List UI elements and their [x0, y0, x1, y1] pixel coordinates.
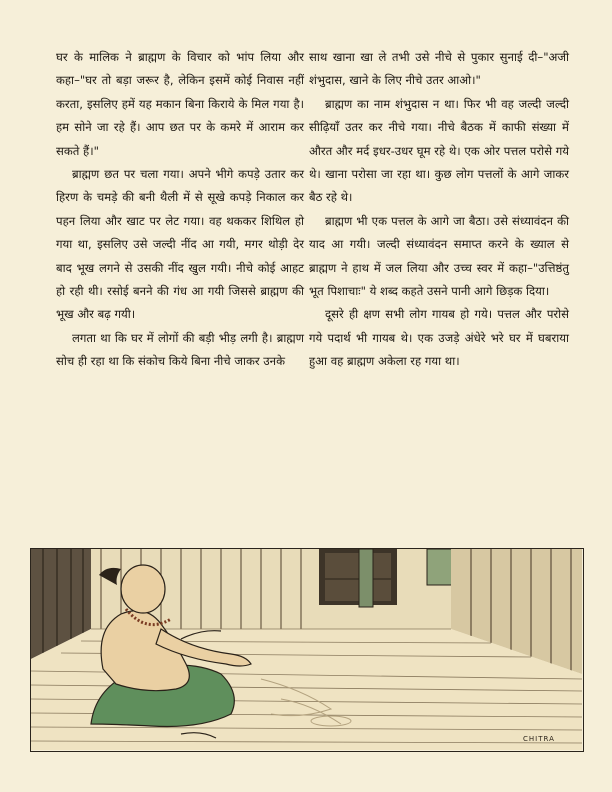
head: [121, 565, 165, 613]
paragraph: साथ खाना खा ले तभी उसे नीचे से पुकार सुनाई दी–"अजी शंभुदास, खाने के लिए नीचे उतर आओ।": [309, 50, 569, 88]
side-door: [359, 549, 373, 607]
text-column-right: [309, 46, 569, 374]
paragraph: ब्राह्मण का नाम शंभुदास न था। फिर भी वह जल्दी जल्दी सीढ़ियाँ उतर कर नीचे गया। नीचे बैठक में काफी संख्या में औरत और मर्द इधर-उधर घूम रहे थे। एक ओर पत्तल परोसे गये थे। खाना परोसा जा रहा था। कुछ लोग पत्तलों के आगे जाकर बैठ रहे थे।: [309, 96, 569, 205]
artist-signature: CHITRA: [523, 735, 555, 743]
paragraph: घर के मालिक ने ब्राह्मण के विचार को भांप लिया और कहा–"घर तो बड़ा जरूर है, लेकिन इसमें कोई निवास नहीं करता, इसलिए हमें यह मकान बिना किराये के मिल गया है। हम सोने जा रहे हैं। आप छत पर के कमरे में आराम कर सकते हैं।": [56, 50, 304, 158]
paragraph: ब्राह्मण भी एक पत्तल के आगे जा बैठा। उसे संध्यावंदन की याद आ गयी। जल्दी संध्यावंदन समाप्त करने के ख्याल से ब्राह्मण ने हाथ में जल लिया और उच्च स्वर में कहा–"उत्तिष्ठंतु भूत पिशाचाः" ये शब्द कहते उसने पानी आगे छिड़क दिया।: [309, 213, 569, 299]
paragraph: दूसरे ही क्षण सभी लोग गायब हो गये। पत्तल और परोसे गये पदार्थ भी गायब थे। एक उजड़े अंधेरे भरे घर में घबराया हुआ वह ब्राह्मण अकेला रह गया था।: [309, 307, 569, 369]
paragraph: ब्राह्मण छत पर चला गया। अपने भीगे कपड़े उतार कर हिरण के चमड़े की बनी थैली में से सूखे कपड़े निकाल कर पहन लिया और खाट पर लेट गया। वह थककर शिथिल हो गया था, इसलिए उसे जल्दी नींद आ गयी, मगर थोड़ी देर बाद भूख लगने से उसकी नींद खुल गयी। नीचे कोई आहट हो रही थी। रसोई बनने की गंध आ गयी जिससे ब्राह्मण की भूख और बढ़ गयी।: [56, 167, 304, 322]
story-illustration: [30, 548, 584, 752]
paragraph: लगता था कि घर में लोगों की बड़ी भीड़ लगी है। ब्राह्मण सोच ही रहा था कि संकोच किये बिना नीचे जाकर उनके: [56, 330, 304, 369]
text-column-left: [56, 46, 304, 374]
window: [427, 549, 453, 585]
